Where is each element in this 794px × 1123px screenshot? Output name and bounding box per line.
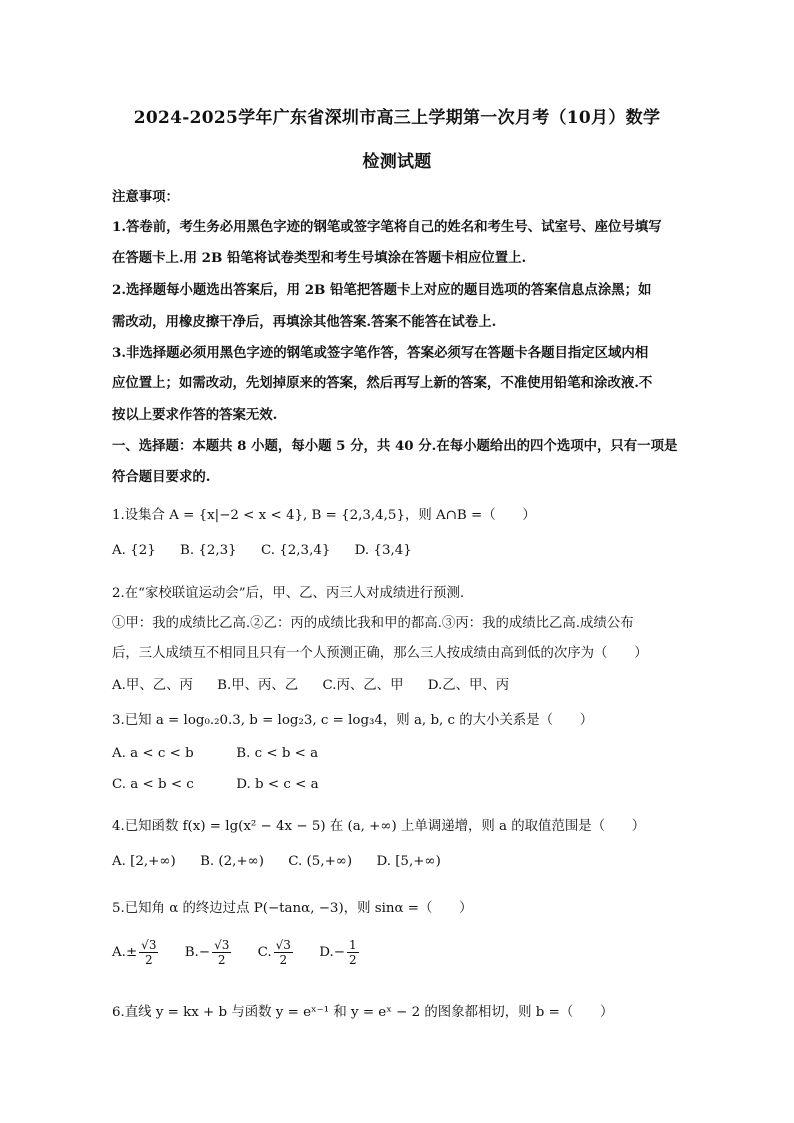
question-5-option-c-fraction bbox=[274, 938, 293, 967]
notice-line-3: 2.选择题每小题选出答案后，用 2B 铅笔把答题卡上对应的题目选项的答案信息点涂黑；如 bbox=[112, 282, 652, 298]
question-2-option-b: B.甲、丙、乙 bbox=[217, 678, 299, 693]
question-6-stem: 6.直线 y = kx + b 与函数 y = eˣ⁻¹ 和 y = eˣ − 2 的图象都相切，则 b =（ ） bbox=[112, 1005, 614, 1020]
question-5-option-a bbox=[112, 938, 160, 967]
question-1-option-a: A. {2} bbox=[112, 543, 156, 558]
question-5-stem: 5.已知角 α 的终边过点 P(−tanα, −3)，则 sinα =（ ） bbox=[112, 901, 473, 916]
question-4-option-a: A. [2,+∞) bbox=[112, 854, 176, 869]
question-5-option-d-numerator: 1 bbox=[348, 938, 357, 952]
question-3-options-row2 bbox=[112, 777, 712, 792]
question-1-option-b: B. {2,3} bbox=[180, 543, 237, 558]
question-2-option-a: A.甲、乙、丙 bbox=[112, 678, 193, 693]
question-4-option-b: B. (2,+∞) bbox=[200, 854, 265, 869]
question-2-stem: 2.在“家校联谊运动会”后，甲、乙、丙三人对成绩进行预测. bbox=[112, 586, 465, 601]
question-5-option-b bbox=[185, 938, 234, 967]
question-5-option-b-label: B. bbox=[184, 945, 199, 960]
exam-title-line2: 检测试题 bbox=[362, 152, 432, 172]
question-2-options bbox=[112, 674, 712, 693]
question-3-option-c: C. a < b < c bbox=[112, 777, 194, 792]
question-1-option-c: C. {2,3,4} bbox=[260, 543, 331, 558]
question-3-option-b: B. c < b < a bbox=[236, 746, 319, 761]
notice-line-5: 3.非选择题必须用黑色字迹的钢笔或签字笔作答，答案必须写在答题卡各题目指定区域内相 bbox=[112, 345, 649, 361]
question-3-option-d: D. b < c < a bbox=[236, 777, 319, 792]
question-3-stem: 3.已知 a = log₀.₂0.3, b = log₂3, c = log₃4，则 a, b, c 的大小关系是（ ） bbox=[112, 713, 594, 728]
question-3-option-a: A. a < c < b bbox=[112, 746, 194, 761]
question-5-option-b-sign: − bbox=[198, 945, 211, 960]
question-1-option-d: D. {3,4} bbox=[354, 543, 412, 558]
question-4-option-c: C. (5,+∞) bbox=[288, 854, 353, 869]
question-5-option-a-numerator: √3 bbox=[141, 938, 157, 952]
question-1-options bbox=[112, 543, 712, 558]
question-5-option-b-denominator: 2 bbox=[217, 953, 226, 967]
notice-line-4: 需改动，用橡皮擦干净后，再填涂其他答案.答案不能答在试卷上. bbox=[112, 314, 497, 330]
question-5-option-c-numerator: √3 bbox=[275, 938, 291, 952]
question-5-option-d-fraction bbox=[347, 938, 359, 967]
question-5-option-a-label: A. bbox=[112, 945, 126, 960]
question-5-option-c bbox=[258, 938, 295, 967]
question-2-line3: 后，三人成绩互不相同且只有一个人预测正确，那么三人按成绩由高到低的次序为（ ） bbox=[112, 646, 648, 661]
question-2-line2: ①甲：我的成绩比乙高.②乙：丙的成绩比我和甲的都高.③丙：我的成绩比乙高.成绩公布 bbox=[112, 616, 634, 631]
question-5-option-c-label: C. bbox=[257, 945, 272, 960]
question-4-options bbox=[112, 854, 712, 869]
question-5-option-d-label: D. bbox=[319, 945, 334, 960]
question-4-stem: 4.已知函数 f(x) = lg(x² − 4x − 5) 在 (a, +∞) 上单调递增，则 a 的取值范围是（ ） bbox=[112, 819, 646, 834]
notice-line-2: 在答题卡上.用 2B 铅笔将试卷类型和考生号填涂在答题卡相应位置上. bbox=[112, 250, 527, 266]
question-5-option-d-sign: − bbox=[333, 945, 345, 960]
question-5-option-d bbox=[319, 938, 360, 967]
question-5-option-d-denominator: 2 bbox=[348, 953, 357, 967]
question-5-options bbox=[112, 938, 712, 967]
notice-line-1: 1.答卷前，考生务必用黑色字迹的钢笔或签字笔将自己的姓名和考生号、试室号、座位号填写 bbox=[112, 219, 662, 235]
question-4-option-d: D. [5,+∞) bbox=[376, 854, 441, 869]
question-1-stem: 1.设集合 A = {x|−2 < x < 4}, B = {2,3,4,5}，则 A∩B =（ ） bbox=[112, 508, 536, 523]
section-heading-line2: 符合题目要求的. bbox=[112, 469, 211, 485]
question-5-option-a-sign: ± bbox=[125, 945, 138, 960]
question-2-option-d: D.乙、甲、丙 bbox=[427, 678, 510, 693]
question-5-option-a-denominator: 2 bbox=[144, 953, 153, 967]
section-heading-line1: 一、选择题：本题共 8 小题，每小题 5 分，共 40 分.在每小题给出的四个选项中，只有一项是 bbox=[112, 438, 678, 454]
question-3-options-row1 bbox=[112, 746, 712, 761]
question-5-option-b-numerator: √3 bbox=[214, 938, 230, 952]
question-5-option-a-fraction bbox=[139, 938, 158, 967]
question-5-option-b-fraction bbox=[212, 938, 231, 967]
notice-line-7: 按以上要求作答的答案无效. bbox=[112, 407, 278, 423]
notice-line-6: 应位置上；如需改动，先划掉原来的答案，然后再写上新的答案，不准使用铅笔和涂改液.不 bbox=[112, 375, 653, 391]
exam-title-line1: 2024-2025学年广东省深圳市高三上学期第一次月考（10月）数学 bbox=[133, 108, 661, 128]
question-2-option-c: C.丙、乙、甲 bbox=[322, 678, 404, 693]
question-5-option-c-denominator: 2 bbox=[279, 953, 288, 967]
notice-heading: 注意事项： bbox=[112, 189, 179, 205]
